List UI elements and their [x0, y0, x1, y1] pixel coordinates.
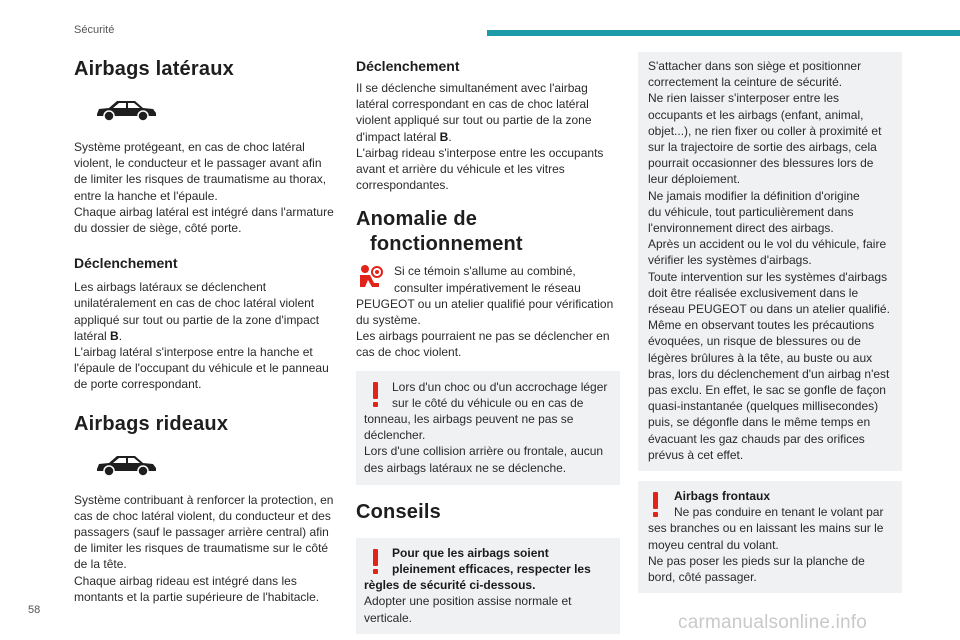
- heading-declenchement: Déclenchement: [74, 255, 178, 272]
- heading-conseils: Conseils: [356, 500, 441, 523]
- paragraph-declenchement-rideaux: Il se déclenche simultanément avec l'airbag latéral correspondant en cas de choc latéral violent appliqué sur tout ou partie de la zone d'impact latéral B. L'airbag rideau s'interpose entre les occupants avant et arrière du véhicule et les vitres correspondantes.: [356, 81, 604, 193]
- paragraph-anomalie: Si ce témoin s'allume au combiné, consulter impérativement le réseau PEUGEOT ou un atelier qualifié pour vérification du système. Les airbags pourraient ne pas se déclencher en cas de choc violent.: [356, 264, 614, 360]
- airbag-warning-lamp-icon: [356, 263, 384, 289]
- heading-anomalie: Anomalie de fonctionnement: [356, 208, 523, 256]
- heading-airbags-rideaux: Airbags rideaux: [74, 412, 229, 435]
- warning-box-airbags-frontaux: Airbags frontaux Ne pas conduire en tenant le volant par ses branches ou en laissant les mains sur le moyeu central du volant. Ne pas poser les pieds sur la planche de bord, côté passager.: [638, 481, 902, 593]
- heading-declenchement-rideaux: Déclenchement: [356, 58, 460, 74]
- exclamation-warning-icon: [651, 492, 660, 518]
- column-left: [74, 52, 342, 605]
- warning-box-conseils: Pour que les airbags soient pleinement efficaces, respecter les règles de sécurité ci-dessous. Adopter une position assise normale et verticale.: [356, 538, 620, 634]
- column-right: [638, 52, 902, 593]
- watermark: carmanualsonline.info: [678, 612, 868, 633]
- page-number: 58: [28, 604, 41, 616]
- heading-airbags-lateraux: Airbags latéraux: [74, 58, 234, 80]
- car-side-icon: [94, 97, 158, 123]
- header-accent-bar: [487, 30, 960, 36]
- paragraph-airbags-lateraux: Système protégeant, en cas de choc latéral violent, le conducteur et le passager avant afin de limiter les risques de traumatisme au thorax, entre la hanche et l'épaule. Chaque airbag latéral est intégré dans l'armature du dossier de siège, côté porte.: [74, 140, 334, 236]
- exclamation-warning-icon: [371, 382, 380, 408]
- car-side-icon: [94, 452, 158, 478]
- exclamation-warning-icon: [371, 549, 380, 575]
- section-label: Sécurité: [74, 24, 115, 36]
- info-box-consignes: S'attacher dans son siège et positionner correctement la ceinture de sécurité. Ne rien laisser s'interposer entre les occupants et les airbags (enfant, animal, objet...), ne rien fixer ou coller à proximité et sur la trajectoire de sortie des airbags, cela pourrait occasionner des blessures lors de leur déploiement. Ne jamais modifier la définition d'origine du véhicule, tout particulièrement dans l'environnement direct des airbags. Après un accident ou le vol du véhicule, faire vérifier les systèmes d'airbags. Toute intervention sur les systèmes d'airbags doit être réalisée exclusivement dans le réseau PEUGEOT ou dans un atelier qualifié. Même en observant toutes les précautions évoquées, un risque de blessures ou de légères brûlures à la tête, au buste ou aux bras, lors du déclenchement d'un airbag n'est pas exclu. En effet, le sac se gonfle de façon quasi-instantanée (quelques millisecondes) puis, se dégonfle dans le même temps en évacuant les gaz chauds par des orifices prévus à cet effet.: [638, 52, 902, 471]
- column-middle: [356, 52, 620, 634]
- warning-box-choc: Lors d'un choc ou d'un accrochage léger sur le côté du véhicule ou en cas de tonneau, les airbags peuvent ne pas se déclencher. Lors d'une collision arrière ou frontale, aucun des airbags latéraux ne se déclenche.: [356, 371, 620, 485]
- paragraph-airbags-rideaux: Système contribuant à renforcer la protection, en cas de choc latéral violent, du conducteur et des passagers (sauf le passager arrière central) afin de limiter les risques de traumatisme sur le côté de la tête. Chaque airbag rideau est intégré dans les montants et la partie supérieure de l'habitacle.: [74, 492, 334, 604]
- paragraph-declenchement: Les airbags latéraux se déclenchent unilatéralement en cas de choc latéral violent appliqué sur tout ou partie de la zone d'impact latéral B. L'airbag latéral s'interpose entre la hanche et l'épaule de l'occupant du véhicule et le panneau de porte correspondant.: [74, 280, 329, 392]
